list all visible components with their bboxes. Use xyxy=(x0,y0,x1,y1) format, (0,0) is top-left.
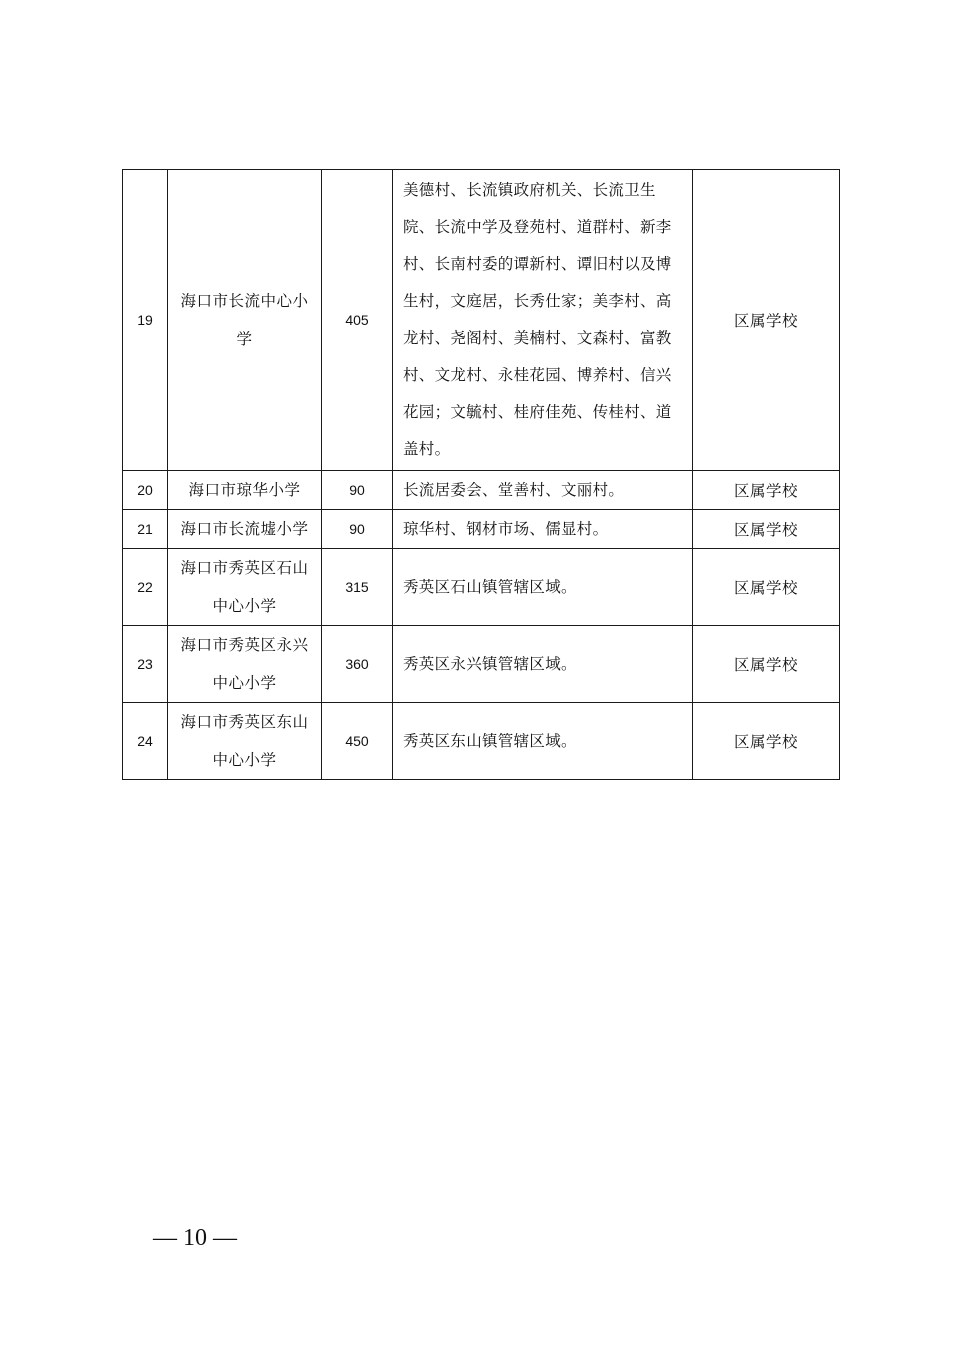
table-row xyxy=(123,549,840,626)
table-row xyxy=(123,471,840,510)
table-row xyxy=(123,703,840,780)
enrollment-count: 90 xyxy=(322,471,393,510)
row-number: 21 xyxy=(123,510,168,549)
service-area: 琼华村、钢材市场、儒显村。 xyxy=(393,510,693,549)
school-name: 海口市秀英区石山中心小学 xyxy=(168,549,322,626)
row-number: 24 xyxy=(123,703,168,780)
school-name: 海口市长流中心小学 xyxy=(168,170,322,471)
row-number: 20 xyxy=(123,471,168,510)
school-type: 区属学校 xyxy=(693,703,840,780)
row-number: 19 xyxy=(123,170,168,471)
enrollment-count: 315 xyxy=(322,549,393,626)
school-name: 海口市长流墟小学 xyxy=(168,510,322,549)
enrollment-count: 405 xyxy=(322,170,393,471)
school-name: 海口市琼华小学 xyxy=(168,471,322,510)
school-type: 区属学校 xyxy=(693,170,840,471)
school-type: 区属学校 xyxy=(693,510,840,549)
service-area: 美德村、长流镇政府机关、长流卫生院、长流中学及登苑村、道群村、新李村、长南村委的谭新村、谭旧村以及博生村，文庭居，长秀仕家；美李村、高龙村、尧阁村、美楠村、文森村、富教村、文龙村、永桂花园、博养村、信兴花园；文毓村、桂府佳苑、传桂村、道盖村。 xyxy=(393,170,693,471)
service-area: 秀英区东山镇管辖区域。 xyxy=(393,703,693,780)
school-type: 区属学校 xyxy=(693,471,840,510)
enrollment-count: 450 xyxy=(322,703,393,780)
table-row xyxy=(123,626,840,703)
table-row xyxy=(123,170,840,471)
school-district-table xyxy=(122,169,840,780)
table-row xyxy=(123,510,840,549)
row-number: 23 xyxy=(123,626,168,703)
school-name: 海口市秀英区永兴中心小学 xyxy=(168,626,322,703)
school-type: 区属学校 xyxy=(693,626,840,703)
service-area: 秀英区永兴镇管辖区域。 xyxy=(393,626,693,703)
service-area: 长流居委会、堂善村、文丽村。 xyxy=(393,471,693,510)
enrollment-count: 90 xyxy=(322,510,393,549)
school-type: 区属学校 xyxy=(693,549,840,626)
service-area: 秀英区石山镇管辖区域。 xyxy=(393,549,693,626)
school-name: 海口市秀英区东山中心小学 xyxy=(168,703,322,780)
page-number: — 10 — xyxy=(153,1225,237,1251)
row-number: 22 xyxy=(123,549,168,626)
enrollment-count: 360 xyxy=(322,626,393,703)
